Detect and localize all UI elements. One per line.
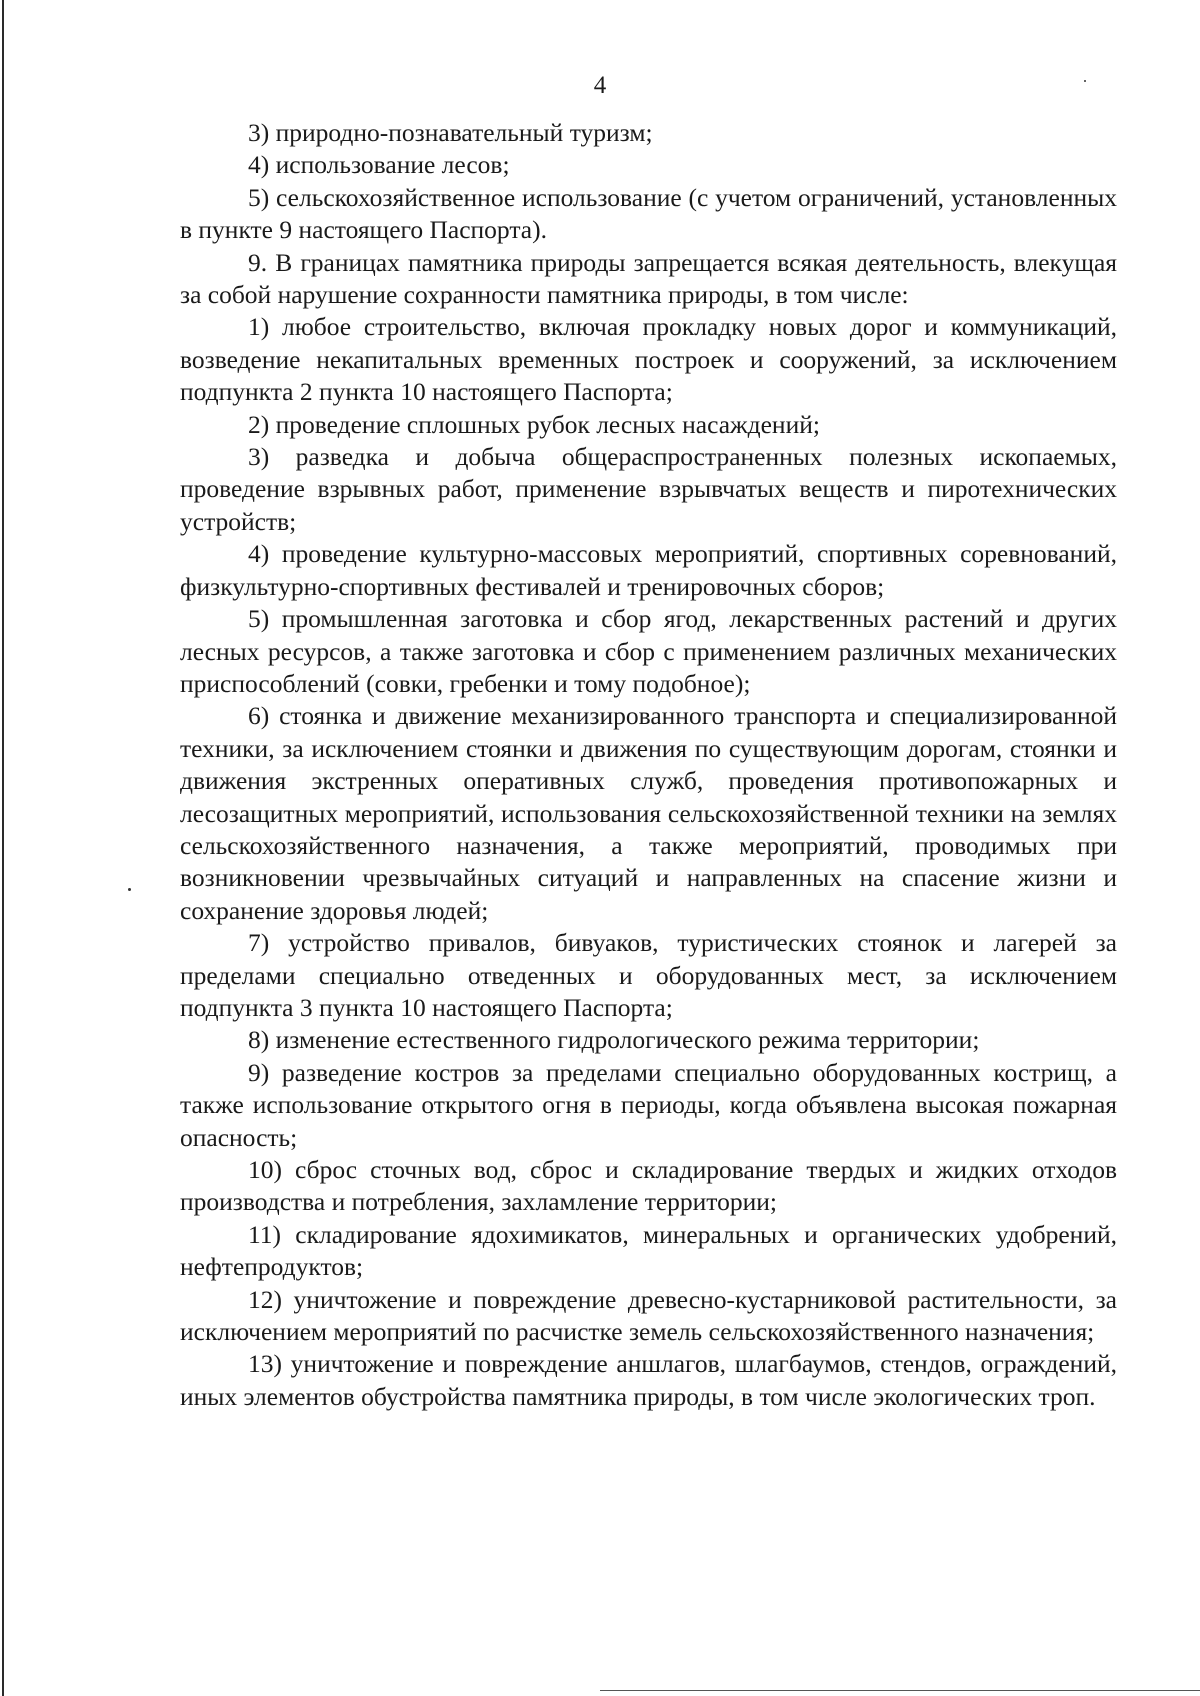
list-item: 13) уничтожение и повреждение аншлагов, шлагбаумов, стендов, ограждений, иных элементов обустройства памятника природы, в том числе экологических троп. bbox=[180, 1349, 1117, 1411]
list-item: 5) промышленная заготовка и сбор ягод, лекарственных растений и других лесных ресурсов, а также заготовка и сбор с применением различных механических приспособлений (совки, гребенки и тому подобное); bbox=[180, 604, 1117, 698]
list-item: 4) проведение культурно-массовых мероприятий, спортивных соревнований, физкультурно-спортивных фестивалей и тренировочных сборов; bbox=[180, 539, 1117, 601]
scan-left-edge bbox=[2, 0, 4, 1696]
list-item: 10) сброс сточных вод, сброс и складирование твердых и жидких отходов производства и потребления, захламление территории; bbox=[180, 1155, 1117, 1217]
list-item: 4) использование лесов; bbox=[248, 150, 510, 180]
section-paragraph: 9. В границах памятника природы запрещается всякая деятельность, влекущая за собой нарушение сохранности памятника природы, в том числе: bbox=[180, 247, 1117, 310]
list-item: 11) складирование ядохимикатов, минеральных и органических удобрений, нефтепродуктов; bbox=[180, 1219, 1117, 1282]
list-item: 8) изменение естественного гидрологического режима территории; bbox=[248, 1025, 980, 1055]
list-item: 5) сельскохозяйственное использование (с учетом ограничений, установленных в пункте 9 настоящего Паспорта). bbox=[180, 182, 1117, 245]
scan-bottom-rule bbox=[600, 1690, 1200, 1691]
list-item: 6) стоянка и движение механизированного транспорта и специализированной техники, за исключением стоянки и движения по существующим дорогам, стоянки и движения экстренных оперативных служб, проведения противопожарных и лесозащитных мероприятий, использования сельскохозяйственной техники на землях сельскохозяйственного назначения, а также мероприятий, проводимых при возникновении чрезвычайных ситуаций и направленных на спасение жизни и сохранение здоровья людей; bbox=[180, 701, 1117, 925]
list-item: 9) разведение костров за пределами специально оборудованных кострищ, а также использование открытого огня в периоды, когда объявлена высокая пожарная опасность; bbox=[180, 1057, 1117, 1152]
scan-speck bbox=[128, 888, 131, 891]
document-body bbox=[180, 117, 1117, 1413]
page-number: 4 bbox=[593, 72, 607, 99]
list-item: 12) уничтожение и повреждение древесно-кустарниковой растительности, за исключением мероприятий по расчистке земель сельскохозяйственного назначения; bbox=[180, 1284, 1117, 1347]
list-item: 3) разведка и добыча общераспространенных полезных ископаемых, проведение взрывных работ, применение взрывчатых веществ и пиротехнических устройств; bbox=[180, 442, 1117, 536]
list-item: 2) проведение сплошных рубок лесных насаждений; bbox=[248, 409, 820, 439]
list-item: 1) любое строительство, включая прокладку новых дорог и коммуникаций, возведение некапитальных временных построек и сооружений, за исключением подпункта 2 пункта 10 настоящего Паспорта; bbox=[180, 312, 1117, 407]
list-item: 3) природно-познавательный туризм; bbox=[248, 118, 653, 147]
list-item: 7) устройство привалов, бивуаков, туристических стоянок и лагерей за пределами специально отведенных и оборудованных мест, за исключением подпункта 3 пункта 10 настоящего Паспорта; bbox=[180, 928, 1117, 1022]
